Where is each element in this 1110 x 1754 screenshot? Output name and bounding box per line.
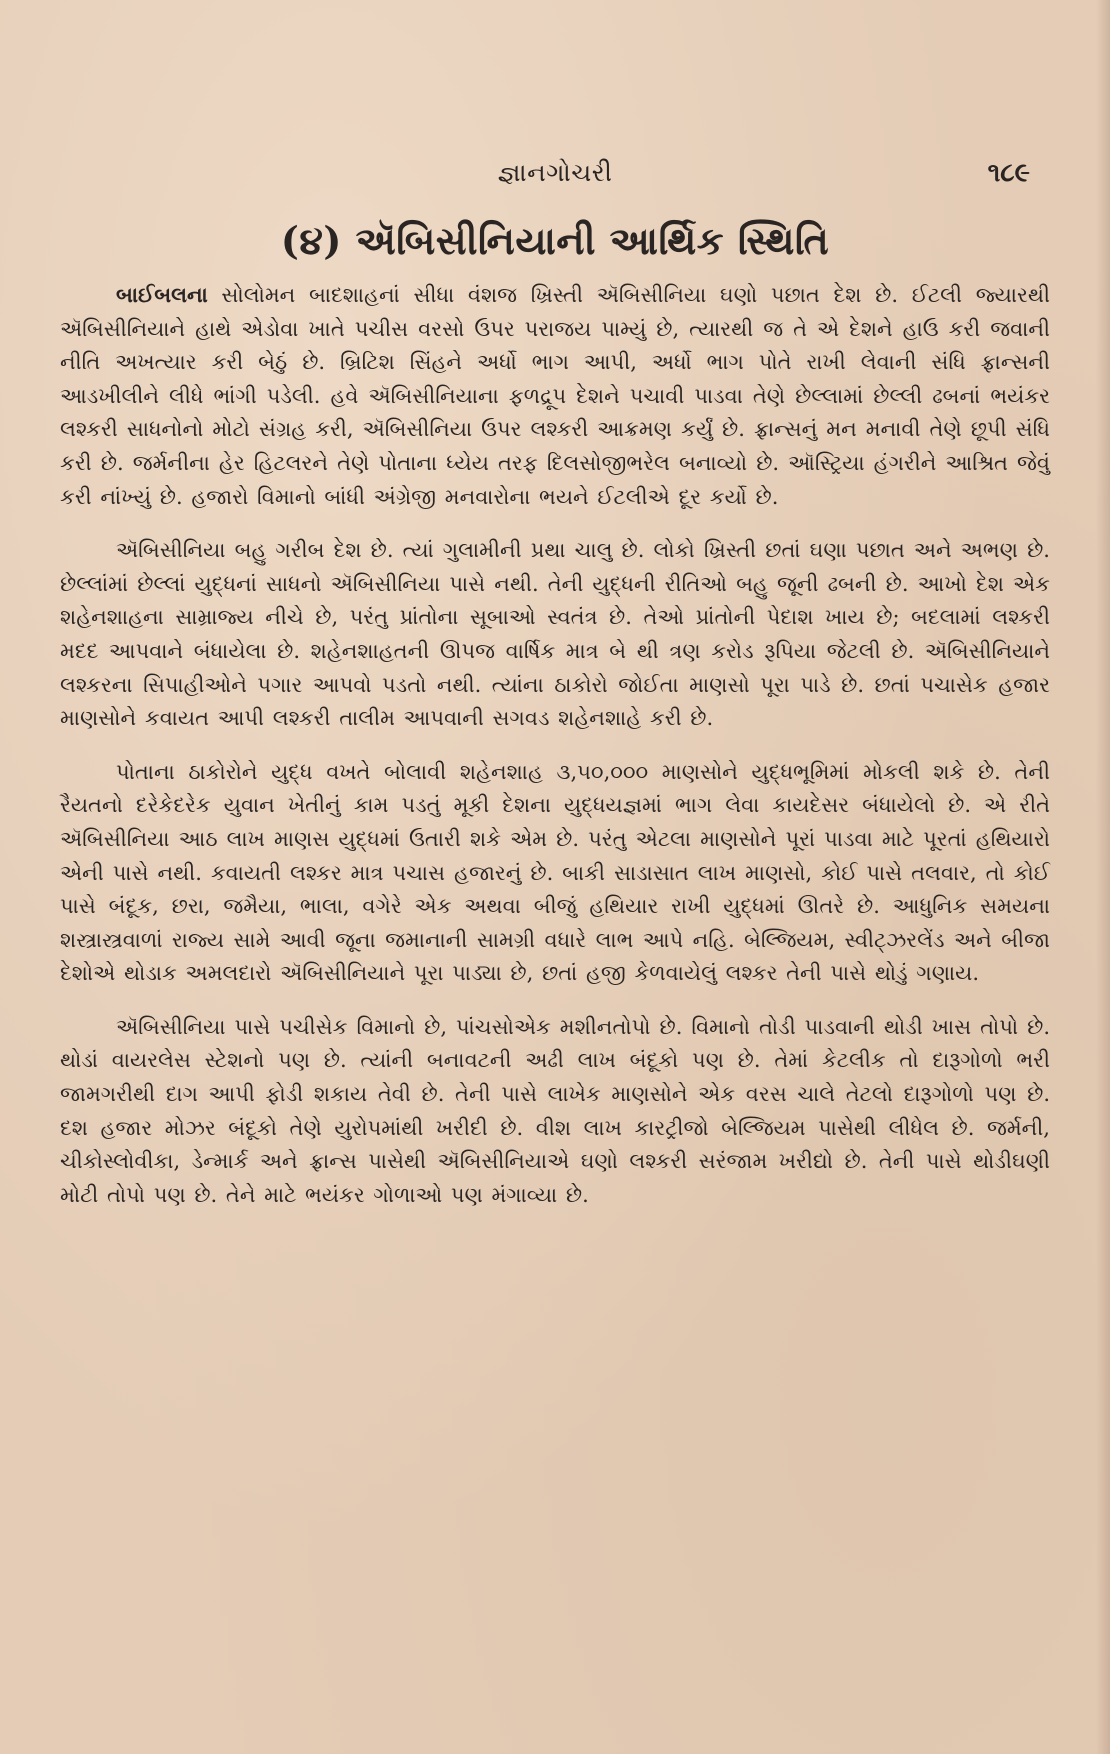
chapter-title: (૪) ઍબિસીનિયાની આર્થિક સ્થિતિ <box>280 218 830 263</box>
running-head: જ્ઞાનગોચરી <box>497 158 613 187</box>
page-header <box>60 150 1050 198</box>
paragraph-1 <box>60 278 1050 514</box>
paragraph-3 <box>60 756 1050 991</box>
paragraph-text: પોતાના ઠાકોરોને યુદ્ધ વખતે બોલાવી શહેનશાહ ૩,૫૦,૦૦૦ માણસોને યુદ્ધભૂમિમાં મોકલી શકે છે. તેની રૈયતનો દરેકેદરેક યુવાન ખેતીનું કામ પડતું મૂકી દેશના યુદ્ધયજ્ઞમાં ભાગ લેવા કાયદેસર બંધાયેલો છે. એ રીતે ઍબિસીનિયા આઠ લાખ માણસ યુદ્ધમાં ઉતારી શકે એમ છે. પરંતુ એટલા માણસોને પૂરાં પાડવા માટે પૂરતાં હથિયારો એની પાસે નથી. કવાયતી લશ્કર માત્ર પચાસ હજારનું છે. બાકી સાડાસાત લાખ માણસો, કોઈ પાસે તલવાર, તો કોઈ પાસે બંદૂક, છરા, જમૈયા, ભાલા, વગેરે એક અથવા બીજું હથિયાર રાખી યુદ્ધમાં ઊતરે છે. આધુનિક સમયના શસ્ત્રાસ્ત્રવાળાં રાજ્ય સામે આવી જૂના જમાનાની સામગ્રી વધારે લાભ આપે નહિ. બેલ્જિયમ, સ્વીટ્ઝરલેંડ અને બીજા દેશોએ થોડાક અમલદારો ઍબિસીનિયાને પૂરા પાડ્યા છે, છતાં હજી કેળવાયેલું લશ્કર તેની પાસે થોડું ગણાય. <box>60 759 1050 986</box>
paragraph-text: સોલોમન બાદશાહનાં સીધા વંશજ ખ્રિસ્તી ઍબિસીનિયા ઘણો પછાત દેશ છે. ઈટલી જ્યારથી ઍબિસીનિયાને હાથે એડોવા ખાતે પચીસ વરસો ઉપર પરાજય પામ્યું છે, ત્યારથી જ તે એ દેશને હાઉ કરી જવાની નીતિ અખત્યાર કરી બેઠું છે. બ્રિટિશ સિંહને અર્ધો ભાગ આપી, અર્ધો ભાગ પોતે રાખી લેવાની સંધિ ફ્રાન્સની આડખીલીને લીધે ભાંગી પડેલી. હવે ઍબિસીનિયાના ફળદ્રૂપ દેશને પચાવી પાડવા તેણે છેલ્લામાં છેલ્લી ઢબનાં ભયંકર લશ્કરી સાધનોનો મોટો સંગ્રહ કરી, ઍબિસીનિયા ઉપર લશ્કરી આક્રમણ કર્યું છે. ફ્રાન્સનું મન મનાવી તેણે છૂપી સંધિ કરી છે. જર્મનીના હેર હિટલરને તેણે પોતાના ધ્યેય તરફ દિલસોજીભરેલ બનાવ્યો છે. ઑસ્ટ્રિયા હંગરીને આશ્રિત જેવું કરી નાંખ્યું છે. હજારો વિમાનો બાંધી અંગ્રેજી મનવારોના ભયને ઈટલીએ દૂર કર્યો છે. <box>60 283 1050 509</box>
paragraph-lead-word: બાઈબલના <box>116 282 208 307</box>
paragraph-text: ઍબિસીનિયા પાસે પચીસેક વિમાનો છે, પાંચસોએક મશીનતોપો છે. વિમાનો તોડી પાડવાની થોડી ખાસ તોપો છે. થોડાં વાયરલેસ સ્ટેશનો પણ છે. ત્યાંની બનાવટની અઢી લાખ બંદૂકો પણ છે. તેમાં કેટલીક તો દારૂગોળો ભરી જામગરીથી દાગ આપી ફોડી શકાય તેવી છે. તેની પાસે લાખેક માણસોને એક વરસ ચાલે તેટલો દારૂગોળો પણ છે. દશ હજાર મોઝર બંદૂકો તેણે યુરોપમાંથી ખરીદી છે. વીશ લાખ કારટ્રીજો બેલ્જિયમ પાસેથી લીધેલ છે. જર્મની, ચીકોસ્લોવીકા, ડેન્માર્ક અને ફ્રાન્સ પાસેથી ઍબિસીનિયાએ ઘણો લશ્કરી સરંજામ ખરીદ્યો છે. તેની પાસે થોડીઘણી મોટી તોપો પણ છે. તેને માટે ભયંકર ગોળાઓ પણ મંગાવ્યા છે. <box>60 1014 1050 1207</box>
paragraph-text: ઍબિસીનિયા બહુ ગરીબ દેશ છે. ત્યાં ગુલામીની પ્રથા ચાલુ છે. લોકો ખ્રિસ્તી છતાં ઘણા પછાત અને અભણ છે. છેલ્લાંમાં છેલ્લાં યુદ્ધનાં સાધનો ઍબિસીનિયા પાસે નથી. તેની યુદ્ધની રીતિઓ બહુ જૂની ઢબની છે. આખો દેશ એક શહેનશાહના સામ્રાજ્ય નીચે છે, પરંતુ પ્રાંતોના સૂબાઓ સ્વતંત્ર છે. તેઓ પ્રાંતોની પેદાશ ખાય છે; બદલામાં લશ્કરી મદદ આપવાને બંધાયેલા છે. શહેનશાહતની ઊપજ વાર્ષિક માત્ર બે થી ત્રણ કરોડ રૂપિયા જેટલી છે. ઍબિસીનિયાને લશ્કરના સિપાહીઓને પગાર આપવો પડતો નથી. ત્યાંના ઠાકોરો જોઈતા માણસો પૂરા પાડે છે. છતાં પચાસેક હજાર માણસોને કવાયત આપી લશ્કરી તાલીમ આપવાની સગવડ શહેનશાહે કરી છે. <box>60 538 1050 731</box>
paragraph-4 <box>60 1011 1050 1213</box>
page-number: ૧૮૯ <box>987 158 1030 188</box>
paragraph-2 <box>60 534 1050 736</box>
